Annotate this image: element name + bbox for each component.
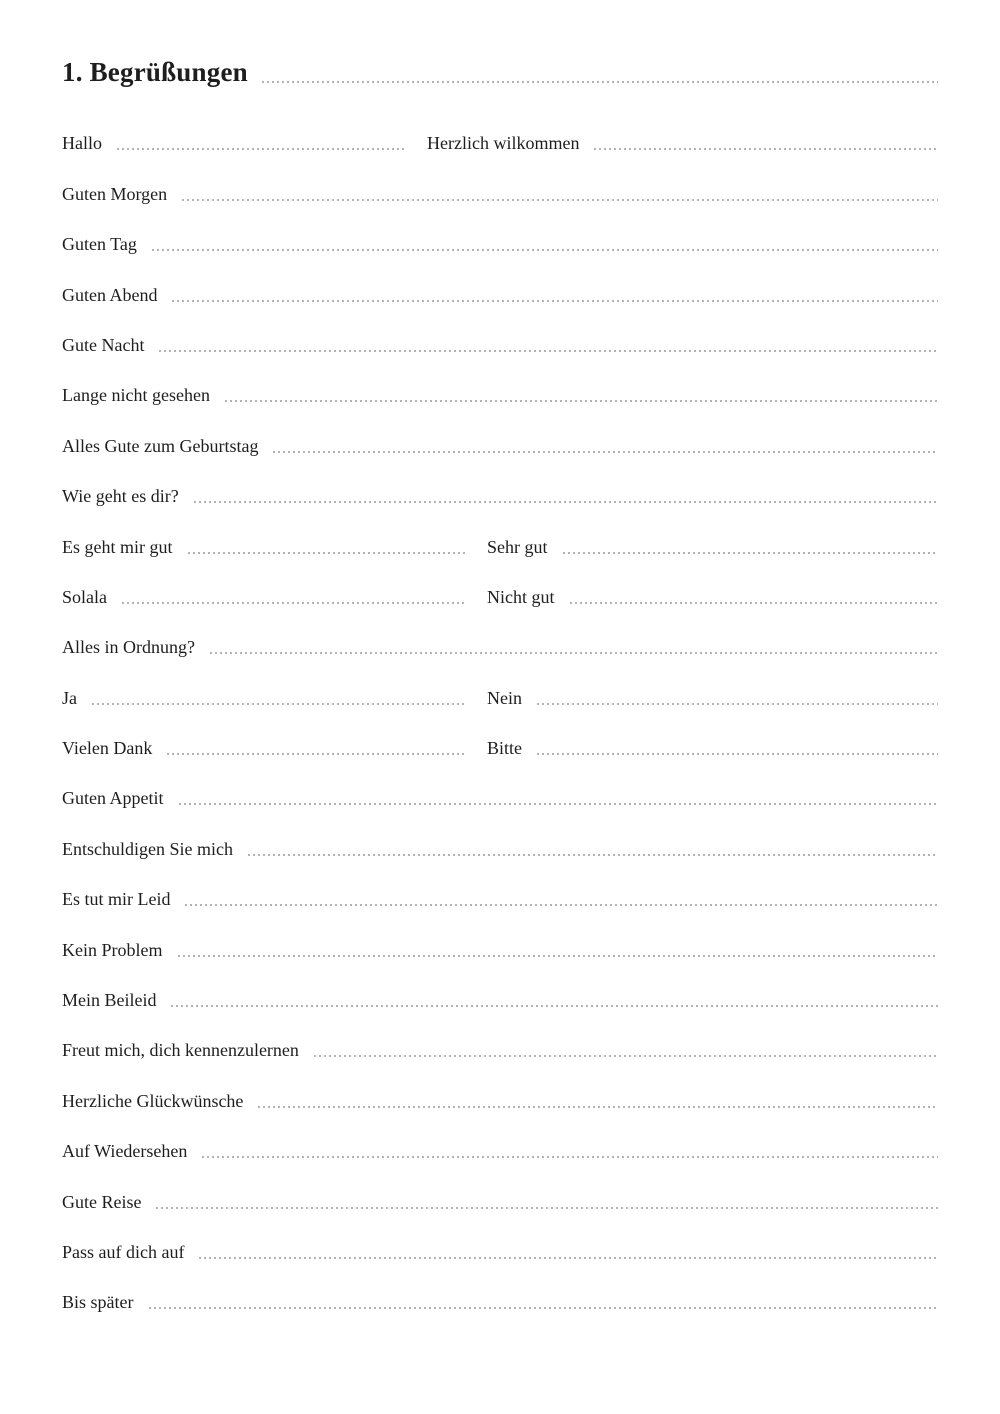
phrase-cell <box>62 1090 938 1112</box>
dotted-answer-line <box>225 400 938 402</box>
dotted-answer-line <box>194 501 938 503</box>
phrase-row <box>62 608 938 658</box>
phrase-cell <box>62 787 938 809</box>
dotted-answer-line <box>210 652 938 654</box>
phrase-label: Nicht gut <box>487 586 555 607</box>
phrase-cell <box>62 939 938 961</box>
dotted-answer-line <box>248 854 938 856</box>
dotted-answer-line <box>273 451 938 453</box>
dotted-answer-line <box>179 803 939 805</box>
dotted-answer-line <box>188 552 466 554</box>
phrase-label: Guten Appetit <box>62 788 164 809</box>
phrase-label: Es geht mir gut <box>62 536 173 557</box>
dotted-answer-line <box>563 552 939 554</box>
phrase-row <box>62 809 938 859</box>
dotted-answer-line <box>171 1005 938 1007</box>
phrase-label: Herzliche Glückwünsche <box>62 1090 244 1111</box>
phrase-cell <box>62 284 938 306</box>
phrase-cell <box>62 384 938 406</box>
phrase-cell <box>427 132 938 154</box>
phrase-row <box>62 457 938 507</box>
phrase-cell <box>62 888 938 910</box>
dotted-answer-line <box>314 1055 938 1057</box>
dotted-answer-line <box>117 148 405 150</box>
phrase-label: Hallo <box>62 133 102 154</box>
dotted-answer-line <box>172 300 938 302</box>
dotted-answer-line <box>182 199 938 201</box>
phrase-cell <box>62 838 938 860</box>
phrase-row <box>62 406 938 456</box>
dotted-answer-line <box>159 350 938 352</box>
phrase-label: Freut mich, dich kennenzulernen <box>62 1040 299 1061</box>
phrase-row <box>62 1162 938 1212</box>
phrase-cell <box>62 334 938 356</box>
phrase-label: Nein <box>487 687 522 708</box>
phrase-cell <box>62 737 487 759</box>
dotted-answer-line <box>149 1307 939 1309</box>
phrase-label: Gute Nacht <box>62 334 145 355</box>
phrase-row <box>62 961 938 1011</box>
phrase-cell <box>487 737 938 759</box>
dotted-answer-line <box>594 148 938 150</box>
phrase-label: Guten Tag <box>62 234 137 255</box>
phrase-row <box>62 205 938 255</box>
phrase-label: Lange nicht gesehen <box>62 385 210 406</box>
phrase-row <box>62 1112 938 1162</box>
phrase-row <box>62 154 938 204</box>
phrase-label: Guten Abend <box>62 284 158 305</box>
phrase-label: Kein Problem <box>62 939 163 960</box>
dotted-answer-line <box>167 753 465 755</box>
phrase-row <box>62 558 938 608</box>
phrase-label: Guten Morgen <box>62 183 168 204</box>
phrase-label: Sehr gut <box>487 536 548 557</box>
phrase-cell <box>62 586 487 608</box>
phrase-row <box>62 1011 938 1061</box>
dotted-answer-line <box>537 703 938 705</box>
phrase-label: Bis später <box>62 1292 134 1313</box>
phrase-row <box>62 306 938 356</box>
dotted-answer-line <box>202 1156 938 1158</box>
phrase-row <box>62 910 938 960</box>
phrase-row <box>62 1061 938 1111</box>
phrase-label: Ja <box>62 687 77 708</box>
phrase-cell <box>62 233 938 255</box>
phrase-label: Solala <box>62 586 107 607</box>
phrase-cell <box>62 1241 938 1263</box>
phrase-cell <box>62 1140 938 1162</box>
phrase-cell <box>487 687 938 709</box>
phrase-label: Wie geht es dir? <box>62 486 179 507</box>
phrase-cell <box>62 989 938 1011</box>
section-title: 1. Begrüßungen <box>62 56 248 87</box>
dotted-answer-line <box>92 703 465 705</box>
phrase-cell <box>62 536 487 558</box>
dotted-answer-line <box>156 1207 938 1209</box>
phrase-row <box>62 1263 938 1313</box>
phrase-cell <box>62 1191 938 1213</box>
phrase-cell <box>487 586 938 608</box>
phrase-cell <box>62 1291 938 1313</box>
phrase-row <box>62 255 938 305</box>
phrase-label: Herzlich wilkommen <box>427 133 580 154</box>
phrase-row <box>62 1213 938 1263</box>
dotted-answer-line <box>178 955 939 957</box>
dotted-answer-line <box>199 1257 938 1259</box>
phrase-cell <box>62 485 938 507</box>
phrase-label: Vielen Dank <box>62 738 153 759</box>
phrase-cell <box>62 687 487 709</box>
phrase-cell <box>62 183 938 205</box>
title-dotted-line <box>262 81 938 83</box>
phrase-label: Bitte <box>487 738 522 759</box>
phrase-label: Auf Wiedersehen <box>62 1141 188 1162</box>
dotted-answer-line <box>185 904 938 906</box>
phrase-row <box>62 104 938 154</box>
dotted-answer-line <box>537 753 938 755</box>
phrase-row <box>62 759 938 809</box>
phrase-label: Pass auf dich auf <box>62 1241 185 1262</box>
phrase-row <box>62 709 938 759</box>
phrase-label: Es tut mir Leid <box>62 889 171 910</box>
phrase-row <box>62 860 938 910</box>
phrase-label: Alles in Ordnung? <box>62 637 195 658</box>
section-heading-row <box>62 46 938 88</box>
dotted-answer-line <box>122 602 465 604</box>
phrase-row <box>62 507 938 557</box>
phrase-label: Gute Reise <box>62 1191 142 1212</box>
dotted-answer-line <box>570 602 939 604</box>
phrase-row <box>62 356 938 406</box>
phrase-cell <box>62 636 938 658</box>
phrase-label: Entschuldigen Sie mich <box>62 838 233 859</box>
phrase-label: Mein Beileid <box>62 990 157 1011</box>
phrase-list <box>62 104 938 1313</box>
phrase-cell <box>62 1039 938 1061</box>
phrase-label: Alles Gute zum Geburtstag <box>62 435 259 456</box>
dotted-answer-line <box>152 249 938 251</box>
phrase-cell <box>487 536 938 558</box>
phrase-cell <box>62 132 427 154</box>
dotted-answer-line <box>258 1106 938 1108</box>
phrase-cell <box>62 435 938 457</box>
phrase-row <box>62 658 938 708</box>
